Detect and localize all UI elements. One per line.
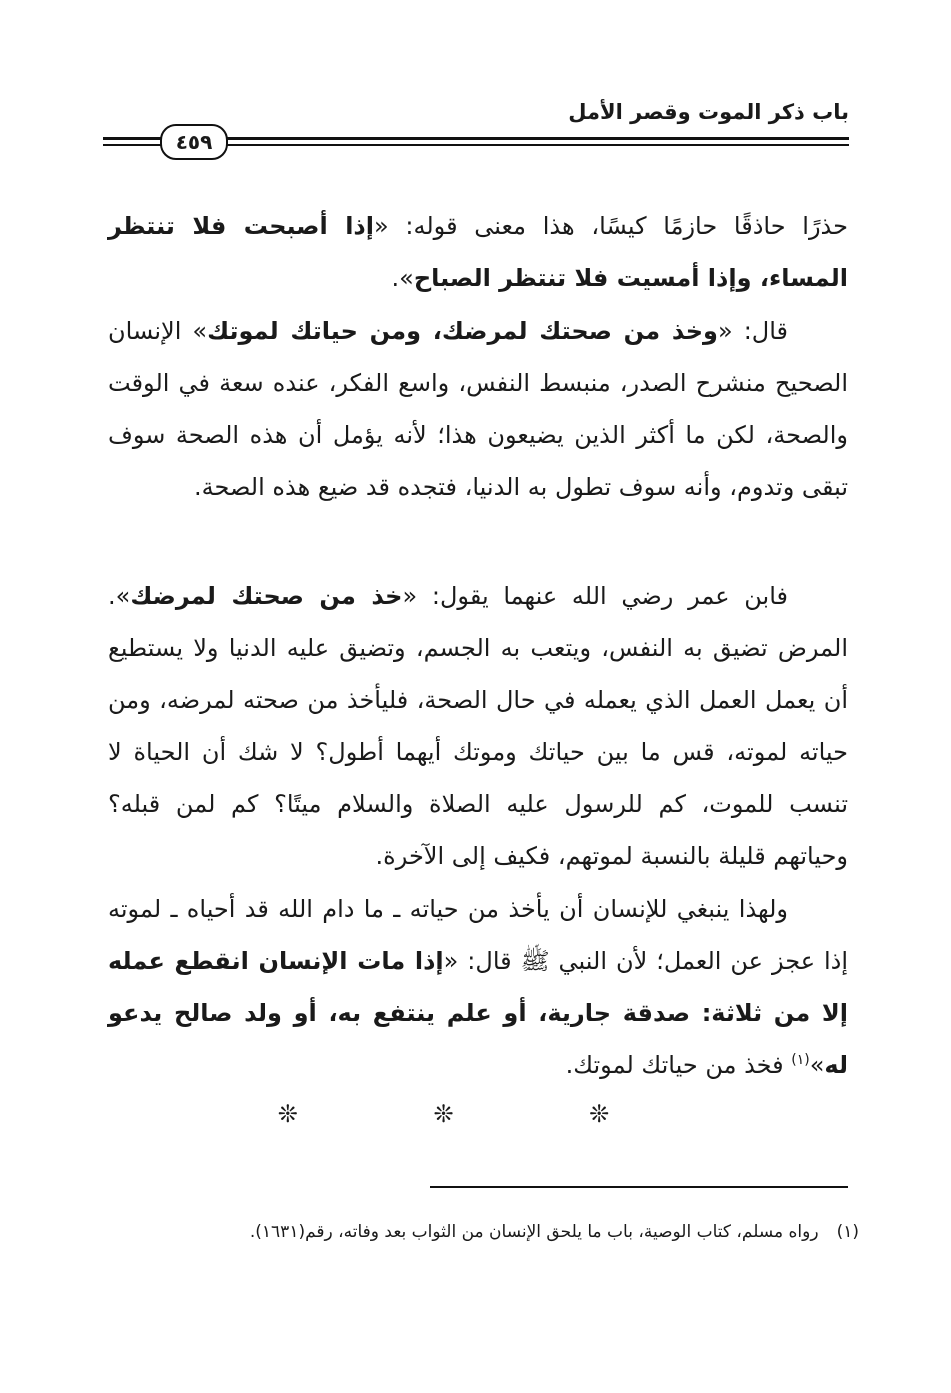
footnote-reference[interactable]: (١) xyxy=(791,1052,810,1068)
paragraph-3 xyxy=(108,570,848,882)
paragraph-2-quote: وخذ من صحتك لمرضك، ومن حياتك لموتك xyxy=(207,317,718,345)
page-number: ٤٥٩ xyxy=(160,124,228,160)
header-rule-right xyxy=(225,137,849,140)
paragraph-3-rest: ». المرض تضيق به النفس، ويتعب به الجسم، وتضيق عليه الدنيا ولا يستطيع أن يعمل العمل الذي يعمله في حال الصحة، فليأخذ من صحته لمرضه، ومن حياته لموته، قس ما بين حياتك وموتك أيهما أطول؟ لا شك أن الحياة لا تنسب للموت، كم للرسول عليه الصلاة والسلام ميتًا؟ كم لمن قبله؟ وحياتهم قليلة بالنسبة لموتهم، فكيف إلى الآخرة. xyxy=(108,582,848,870)
footnote-number: (١) xyxy=(836,1222,859,1242)
paragraph-4-hadith: إذا مات الإنسان انقطع عمله إلا من ثلاثة: صدقة جارية، أو علم ينتفع به، أو ولد صالح يدعو له xyxy=(108,947,848,1079)
header-rule-left-thin xyxy=(103,144,161,146)
footnote-text: رواه مسلم، كتاب الوصية، باب ما يلحق الإنسان من الثواب بعد وفاته، رقم(١٦٣١). xyxy=(249,1222,819,1242)
paragraph-4-text: ولهذا ينبغي للإنسان أن يأخذ من حياته ـ ما دام الله قد أحياه ـ لموته إذا عجز عن العمل؛ لأن النبي ﷺ قال: « xyxy=(108,895,849,975)
paragraph-4-quote-close: » xyxy=(809,1051,825,1079)
paragraph-1-end: ». xyxy=(391,264,414,292)
paragraph-2-text: قال: « xyxy=(717,317,789,345)
footnote-divider xyxy=(430,1186,848,1188)
paragraph-3-quote: خذ من صحتك لمرضك xyxy=(130,582,403,610)
running-title: باب ذكر الموت وقصر الأمل xyxy=(568,100,849,124)
paragraph-1 xyxy=(108,200,848,304)
section-separator: ❊ ❊ ❊ xyxy=(277,1100,674,1128)
header-rule-left xyxy=(103,137,161,140)
header-rule-right-thin xyxy=(225,144,849,146)
paragraph-2-rest: » الإنسان الصحيح منشرح الصدر، منبسط النفس، واسع الفكر، عنده سعة في الوقت والصحة، لكن ما أكثر الذين يضيعون هذا؛ لأنه يؤمل أن هذه الصحة سوف تبقى وتدوم، وأنه سوف تطول به الدنيا، فتجده قد ضيع هذه الصحة. xyxy=(108,317,848,501)
paragraph-4-end: فخذ من حياتك لموتك. xyxy=(565,1051,792,1079)
paragraph-2 xyxy=(108,305,848,513)
paragraph-1-quote: إذا أصبحت فلا تنتظر المساء، وإذا أمسيت فلا تنتظر الصباح xyxy=(108,212,848,292)
paragraph-1-text: حذرًا حاذقًا حازمًا كيسًا، هذا معنى قوله: « xyxy=(373,212,848,240)
paragraph-4 xyxy=(108,883,848,1091)
paragraph-3-text: فابن عمر رضي الله عنهما يقول: « xyxy=(402,582,788,610)
footnote xyxy=(99,1222,859,1242)
